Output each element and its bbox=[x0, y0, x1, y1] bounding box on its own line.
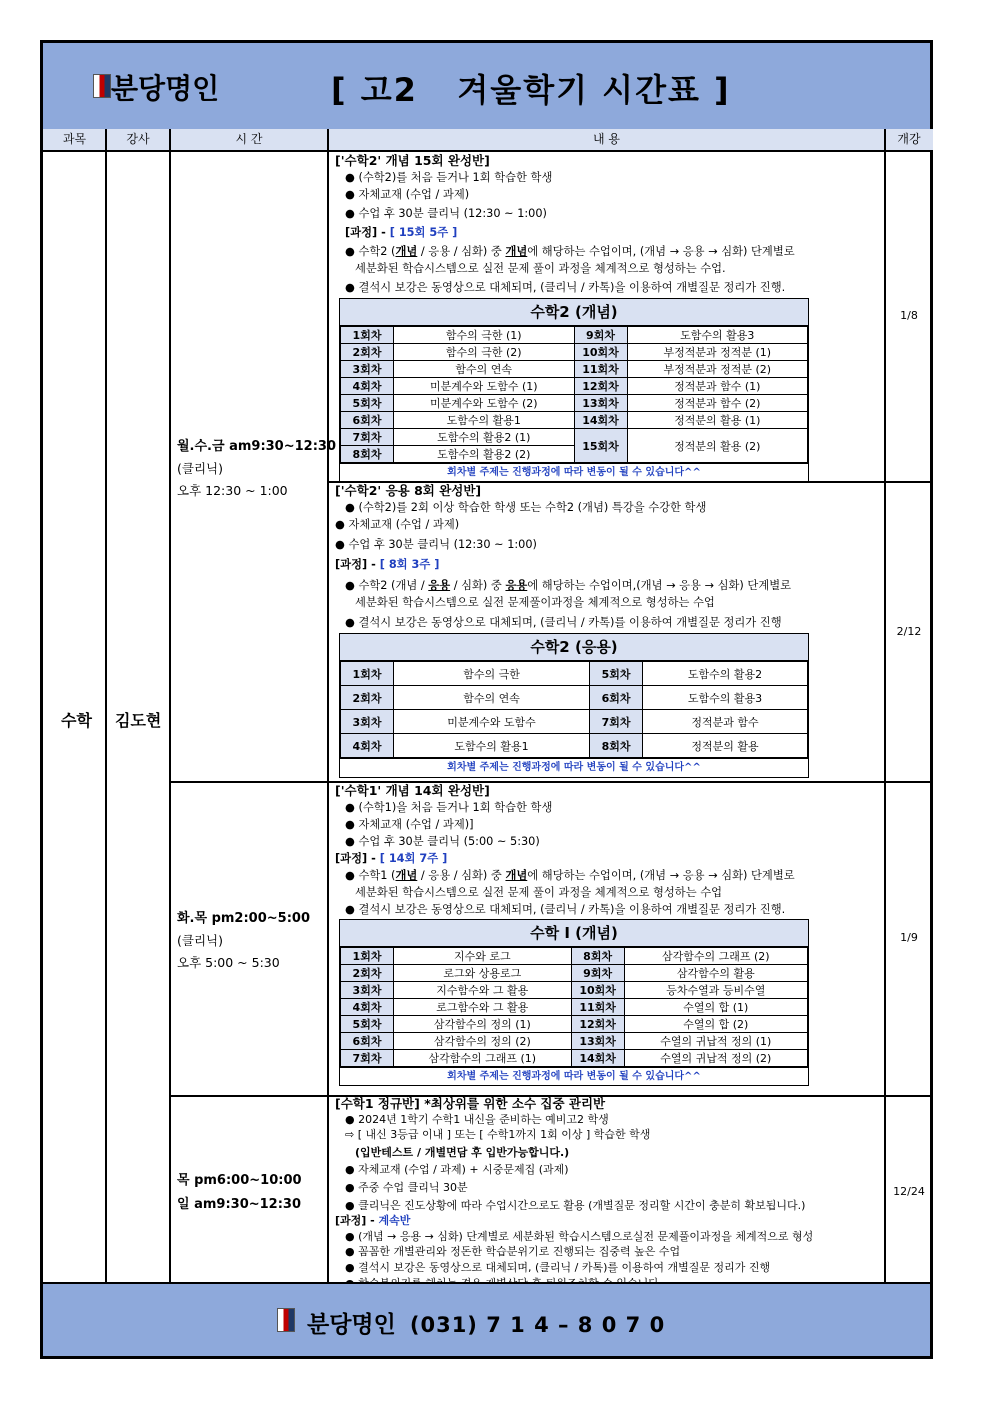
bullet: ● 주중 수업 클리닉 30분 bbox=[345, 1180, 468, 1194]
text-span: [ 14회 7주 ] bbox=[379, 852, 448, 865]
bullet: ● (수학2)를 2회 이상 학습한 학생 또는 수학2 (개념) 특강을 수강한 학생 bbox=[345, 501, 707, 514]
curriculum-note: 회차별 주제는 진행과정에 따라 변동이 될 수 있습니다^^ bbox=[340, 463, 808, 481]
session-number: 9회차 bbox=[571, 965, 624, 982]
text-span: ● 수학2 ( bbox=[345, 245, 396, 258]
bullet: ● 수업 후 30분 클리닉 (12:30 ~ 1:00) bbox=[335, 538, 537, 551]
bullet: ⇨ [ 내신 3등급 이내 ] 또는 [ 수학1까지 1회 이상 ] 학습한 학생 bbox=[345, 1128, 651, 1142]
table-row bbox=[341, 327, 808, 344]
course-desc: ● 결석시 보강은 동영상으로 대체되며, (클리닉 / 카톡)를 이용하여 개별질문 정리가 진행 bbox=[345, 1260, 771, 1274]
bullet: ● 수업 후 30분 클리닉 (12:30 ~ 1:00) bbox=[345, 207, 547, 220]
session-topic: 도함수의 활용3 bbox=[643, 686, 808, 710]
session-topic: 부정적분과 정적분 (2) bbox=[627, 361, 808, 378]
course-math2-concept bbox=[335, 152, 885, 296]
session-number: 2회차 bbox=[341, 965, 394, 982]
table-row bbox=[341, 412, 808, 429]
bullet: ● (수학1)을 처음 듣거나 1회 학습한 학생 bbox=[345, 801, 553, 814]
text-span: ● 수학1 ( bbox=[345, 869, 396, 882]
brand-name: 분당명인 bbox=[111, 72, 220, 105]
session-topic: 수열의 귀납적 정의 (1) bbox=[624, 1033, 807, 1050]
session-topic: 로그와 상용로그 bbox=[394, 965, 572, 982]
table-row bbox=[341, 734, 808, 758]
bullet: ● (수학2)를 처음 듣거나 1회 학습한 학생 bbox=[345, 171, 553, 184]
col-header-content: 내 용 bbox=[328, 129, 885, 152]
text-span: [ 8회 3주 ] bbox=[379, 558, 440, 571]
course-note: ● 결석시 보강은 동영상으로 대체되며, (클리닉 / 카톡)을 이용하여 개별질문 정리가 진행. bbox=[345, 903, 786, 916]
course-math1-regular bbox=[335, 1096, 885, 1291]
text-span: 개념 bbox=[395, 245, 418, 258]
session-number: 6회차 bbox=[341, 1033, 394, 1050]
text-span: 개념 bbox=[505, 869, 528, 882]
text-span: / 응용 / 심화) 중 bbox=[417, 869, 506, 882]
schedule-line: 목 pm6:00~10:00 bbox=[177, 1173, 302, 1188]
grid-line bbox=[105, 129, 107, 1287]
curriculum-box-math1-concept bbox=[339, 919, 809, 1086]
course-math1-concept bbox=[335, 782, 885, 918]
table-row bbox=[341, 662, 808, 686]
grid-line bbox=[327, 129, 329, 1287]
course-desc: 세분화된 학습시스템으로 실전 문제 풀이 과정을 체계적으로 형성하는 수업 bbox=[355, 886, 723, 899]
session-number: 10회차 bbox=[574, 344, 627, 361]
schedule-main: 월.수.금 am9:30~12:30 bbox=[177, 439, 337, 454]
session-topic: 도함수의 활용2 bbox=[643, 662, 808, 686]
text-span: 응용 bbox=[505, 579, 528, 592]
session-number: 13회차 bbox=[571, 1033, 624, 1050]
table-row bbox=[341, 395, 808, 412]
course-desc: ● 꼼꼼한 개별관리와 정돈한 학습분위기로 진행되는 집중력 높은 수업 bbox=[345, 1245, 681, 1259]
session-topic: 미분계수와 도함수 (2) bbox=[394, 395, 575, 412]
text-span: [과정] - bbox=[335, 1214, 379, 1228]
teacher-cell: 김도현 bbox=[115, 711, 162, 730]
bullet: (입반테스트 / 개별면담 후 입반가능합니다.) bbox=[355, 1145, 570, 1159]
col-header-teacher: 강사 bbox=[106, 129, 170, 152]
text-span: 응용 bbox=[428, 579, 451, 592]
text-span: 개념 bbox=[395, 869, 418, 882]
session-topic: 도함수의 활용2 (2) bbox=[394, 446, 575, 463]
course-math2-applied bbox=[335, 482, 885, 631]
session-number: 7회차 bbox=[341, 429, 394, 446]
curriculum-box-math2-applied bbox=[339, 633, 809, 778]
session-topic: 미분계수와 도함수 bbox=[394, 710, 590, 734]
text-span: 에 해당하는 수업이며,(개념 → 응용 → 심화) 단계별로 bbox=[527, 579, 792, 592]
session-topic: 정적분과 함수 (2) bbox=[627, 395, 808, 412]
session-topic: 도함수의 활용1 bbox=[394, 412, 575, 429]
bullet: ● 수업 후 30분 클리닉 (5:00 ~ 5:30) bbox=[345, 835, 540, 848]
curriculum-title: 수학2 (응용) bbox=[340, 634, 808, 661]
schedule-main: 화.목 pm2:00~5:00 bbox=[177, 911, 310, 926]
session-topic: 수열의 귀납적 정의 (2) bbox=[624, 1050, 807, 1067]
table-row bbox=[341, 1016, 808, 1033]
course-line bbox=[335, 556, 885, 573]
header-bar bbox=[43, 43, 930, 131]
col-header-start: 개강 bbox=[885, 129, 933, 152]
session-number: 4회차 bbox=[341, 999, 394, 1016]
session-topic: 정적분의 활용 (2) bbox=[627, 429, 808, 463]
session-number: 3회차 bbox=[341, 361, 394, 378]
session-number: 13회차 bbox=[574, 395, 627, 412]
col-header-subject: 과목 bbox=[43, 129, 106, 152]
timetable-frame bbox=[40, 40, 933, 1359]
text-span: 에 해당하는 수업이며, (개념 → 응용 → 심화) 단계별로 bbox=[527, 869, 795, 882]
session-number: 8회차 bbox=[341, 446, 394, 463]
session-number: 8회차 bbox=[590, 734, 643, 758]
curriculum-title: 수학 I (개념) bbox=[340, 920, 808, 947]
page-title: [ 고2 겨울학기 시간표 ] bbox=[331, 71, 731, 109]
session-number: 8회차 bbox=[571, 948, 624, 965]
curriculum-table bbox=[340, 947, 808, 1067]
session-number: 3회차 bbox=[341, 982, 394, 999]
session-topic: 함수의 극한 bbox=[394, 662, 590, 686]
bullet: ● 자체교재 (수업 / 과제)] bbox=[345, 818, 474, 831]
session-number: 4회차 bbox=[341, 378, 394, 395]
table-row bbox=[341, 361, 808, 378]
session-topic: 지수함수와 그 활용 bbox=[394, 982, 572, 999]
start-date: 1/8 bbox=[900, 309, 918, 322]
text-span: ● 수학2 (개념 / bbox=[345, 579, 429, 592]
session-number: 5회차 bbox=[590, 662, 643, 686]
clinic-time: 오후 12:30 ~ 1:00 bbox=[177, 483, 288, 498]
session-number: 5회차 bbox=[341, 1016, 394, 1033]
session-topic: 정적분의 활용 (1) bbox=[627, 412, 808, 429]
table-row bbox=[341, 710, 808, 734]
course-line bbox=[335, 850, 885, 867]
session-number: 1회차 bbox=[341, 327, 394, 344]
text-span: [ 15회 5주 ] bbox=[389, 226, 458, 239]
session-number: 2회차 bbox=[341, 686, 394, 710]
session-topic: 삼각함수의 그래프 (2) bbox=[624, 948, 807, 965]
course-line bbox=[335, 224, 885, 241]
start-date: 12/24 bbox=[893, 1185, 925, 1198]
clinic-time: 오후 5:00 ~ 5:30 bbox=[177, 955, 280, 970]
course-note: ● 결석시 보강은 동영상으로 대체되며, (클리닉 / 카톡)을 이용하여 개별질문 정리가 진행. bbox=[345, 281, 786, 294]
session-number: 11회차 bbox=[574, 361, 627, 378]
session-topic: 함수의 극한 (2) bbox=[394, 344, 575, 361]
curriculum-table bbox=[340, 326, 808, 463]
table-row bbox=[341, 378, 808, 395]
session-number: 15회차 bbox=[574, 429, 627, 463]
session-topic: 정적분과 함수 (1) bbox=[627, 378, 808, 395]
curriculum-box-math2-concept bbox=[339, 298, 809, 482]
text-span: / 응용 / 심화) 중 bbox=[417, 245, 506, 258]
session-number: 14회차 bbox=[574, 412, 627, 429]
bullet: ● 자체교재 (수업 / 과제) bbox=[345, 188, 470, 201]
text-span: 개념 bbox=[505, 245, 528, 258]
course-desc: ● (개념 → 응용 → 심화) 단계별로 세분화된 학습시스템으로실전 문제풀이과정을 체계적으로 형성 bbox=[345, 1229, 814, 1243]
session-topic: 함수의 연속 bbox=[394, 686, 590, 710]
session-number: 2회차 bbox=[341, 344, 394, 361]
session-number: 12회차 bbox=[571, 1016, 624, 1033]
curriculum-title: 수학2 (개념) bbox=[340, 299, 808, 326]
start-date: 2/12 bbox=[896, 625, 922, 638]
bullet: ● 2024년 1학기 수학1 내신을 준비하는 예비고2 학생 bbox=[345, 1112, 609, 1126]
schedule-regular bbox=[177, 1169, 302, 1217]
session-number: 12회차 bbox=[574, 378, 627, 395]
course-title: ['수학1' 개념 14회 완성반] bbox=[335, 783, 490, 798]
session-number: 4회차 bbox=[341, 734, 394, 758]
footer-brand: 분당명인 bbox=[307, 1312, 396, 1338]
text-span: [과정] - bbox=[335, 558, 380, 571]
session-topic: 등차수열과 등비수열 bbox=[624, 982, 807, 999]
curriculum-table bbox=[340, 661, 808, 758]
session-topic: 삼각함수의 활용 bbox=[624, 965, 807, 982]
bullet: ● 클리닉은 진도상황에 따라 수업시간으로도 활용 (개별질문 정리할 시간이 충분히 확보됩니다.) bbox=[345, 1198, 806, 1212]
academy-logo-icon bbox=[93, 74, 111, 98]
curriculum-note: 회차별 주제는 진행과정에 따라 변동이 될 수 있습니다^^ bbox=[340, 758, 808, 777]
session-number: 1회차 bbox=[341, 948, 394, 965]
subject-cell: 수학 bbox=[61, 711, 92, 730]
session-topic: 도함수의 활용3 bbox=[627, 327, 808, 344]
clinic-label: (클리닉) bbox=[177, 461, 223, 476]
table-row bbox=[341, 965, 808, 982]
curriculum-note: 회차별 주제는 진행과정에 따라 변동이 될 수 있습니다^^ bbox=[340, 1067, 808, 1085]
session-number: 6회차 bbox=[341, 412, 394, 429]
session-number: 3회차 bbox=[341, 710, 394, 734]
session-topic: 도함수의 활용2 (1) bbox=[394, 429, 575, 446]
session-number: 7회차 bbox=[341, 1050, 394, 1067]
session-topic: 도함수의 활용1 bbox=[394, 734, 590, 758]
table-row bbox=[341, 429, 808, 446]
bullet: ● 자체교재 (수업 / 과제) bbox=[335, 518, 460, 531]
session-topic: 삼각함수의 정의 (2) bbox=[394, 1033, 572, 1050]
grid-line bbox=[169, 129, 171, 1287]
table-row bbox=[341, 948, 808, 965]
course-desc bbox=[335, 577, 885, 594]
session-topic: 수열의 합 (2) bbox=[624, 1016, 807, 1033]
session-topic: 정적분과 함수 bbox=[643, 710, 808, 734]
col-header-time: 시 간 bbox=[170, 129, 328, 152]
start-date: 1/9 bbox=[900, 931, 918, 944]
table-row bbox=[341, 999, 808, 1016]
session-topic: 삼각함수의 그래프 (1) bbox=[394, 1050, 572, 1067]
session-number: 14회차 bbox=[571, 1050, 624, 1067]
course-title: [수학1 정규반] *최상위를 위한 소수 집중 관리반 bbox=[335, 1096, 606, 1111]
session-number: 1회차 bbox=[341, 662, 394, 686]
footer-contact bbox=[307, 1306, 665, 1339]
bullet: ● 자체교재 (수업 / 과제) + 시중문제집 (과제) bbox=[345, 1163, 569, 1177]
course-desc: 세분화된 학습시스템으로 실전 문제 풀이 과정을 체계적으로 형성하는 수업. bbox=[355, 262, 726, 275]
table-row bbox=[341, 982, 808, 999]
phone-number: (031) 7 1 4 – 8 0 7 0 bbox=[409, 1313, 666, 1337]
session-number: 5회차 bbox=[341, 395, 394, 412]
course-desc: 세분화된 학습시스템으로 실전 문제풀이과정을 체계적으로 형성하는 수업 bbox=[355, 596, 715, 609]
session-number: 10회차 bbox=[571, 982, 624, 999]
schedule-line: 일 am9:30~12:30 bbox=[177, 1197, 302, 1212]
session-number: 9회차 bbox=[574, 327, 627, 344]
schedule-mwf bbox=[177, 436, 336, 502]
academy-logo-icon bbox=[277, 1308, 295, 1332]
session-topic: 지수와 로그 bbox=[394, 948, 572, 965]
text-span: [과정] - bbox=[335, 852, 380, 865]
text-span: 계속반 bbox=[378, 1214, 411, 1228]
session-number: 7회차 bbox=[590, 710, 643, 734]
table-row bbox=[341, 1050, 808, 1067]
course-note: ● 결석시 보강은 동영상으로 대체되며, (클리닉 / 카톡)를 이용하여 개별질문 정리가 진행 bbox=[345, 616, 782, 629]
session-topic: 수열의 합 (1) bbox=[624, 999, 807, 1016]
session-topic: 미분계수와 도함수 (1) bbox=[394, 378, 575, 395]
course-line bbox=[335, 1213, 885, 1229]
course-desc bbox=[335, 867, 885, 884]
session-topic: 삼각함수의 정의 (1) bbox=[394, 1016, 572, 1033]
session-topic: 로그함수와 그 활용 bbox=[394, 999, 572, 1016]
footer-bar bbox=[43, 1282, 930, 1356]
course-title: ['수학2' 응용 8회 완성반] bbox=[335, 483, 482, 498]
table-row bbox=[341, 686, 808, 710]
clinic-label: (클리닉) bbox=[177, 933, 223, 948]
session-number: 6회차 bbox=[590, 686, 643, 710]
text-span: [과정] - bbox=[345, 226, 390, 239]
session-number: 11회차 bbox=[571, 999, 624, 1016]
table-row bbox=[341, 344, 808, 361]
schedule-tt bbox=[177, 908, 310, 974]
session-topic: 함수의 연속 bbox=[394, 361, 575, 378]
text-span: / 심화) 중 bbox=[450, 579, 506, 592]
session-topic: 부정적분과 정적분 (1) bbox=[627, 344, 808, 361]
text-span: 에 해당하는 수업이며, (개념 → 응용 → 심화) 단계별로 bbox=[527, 245, 795, 258]
table-row bbox=[341, 1033, 808, 1050]
course-desc bbox=[335, 243, 885, 260]
course-title: ['수학2' 개념 15회 완성반] bbox=[335, 153, 490, 168]
session-topic: 정적분의 활용 bbox=[643, 734, 808, 758]
session-topic: 함수의 극한 (1) bbox=[394, 327, 575, 344]
